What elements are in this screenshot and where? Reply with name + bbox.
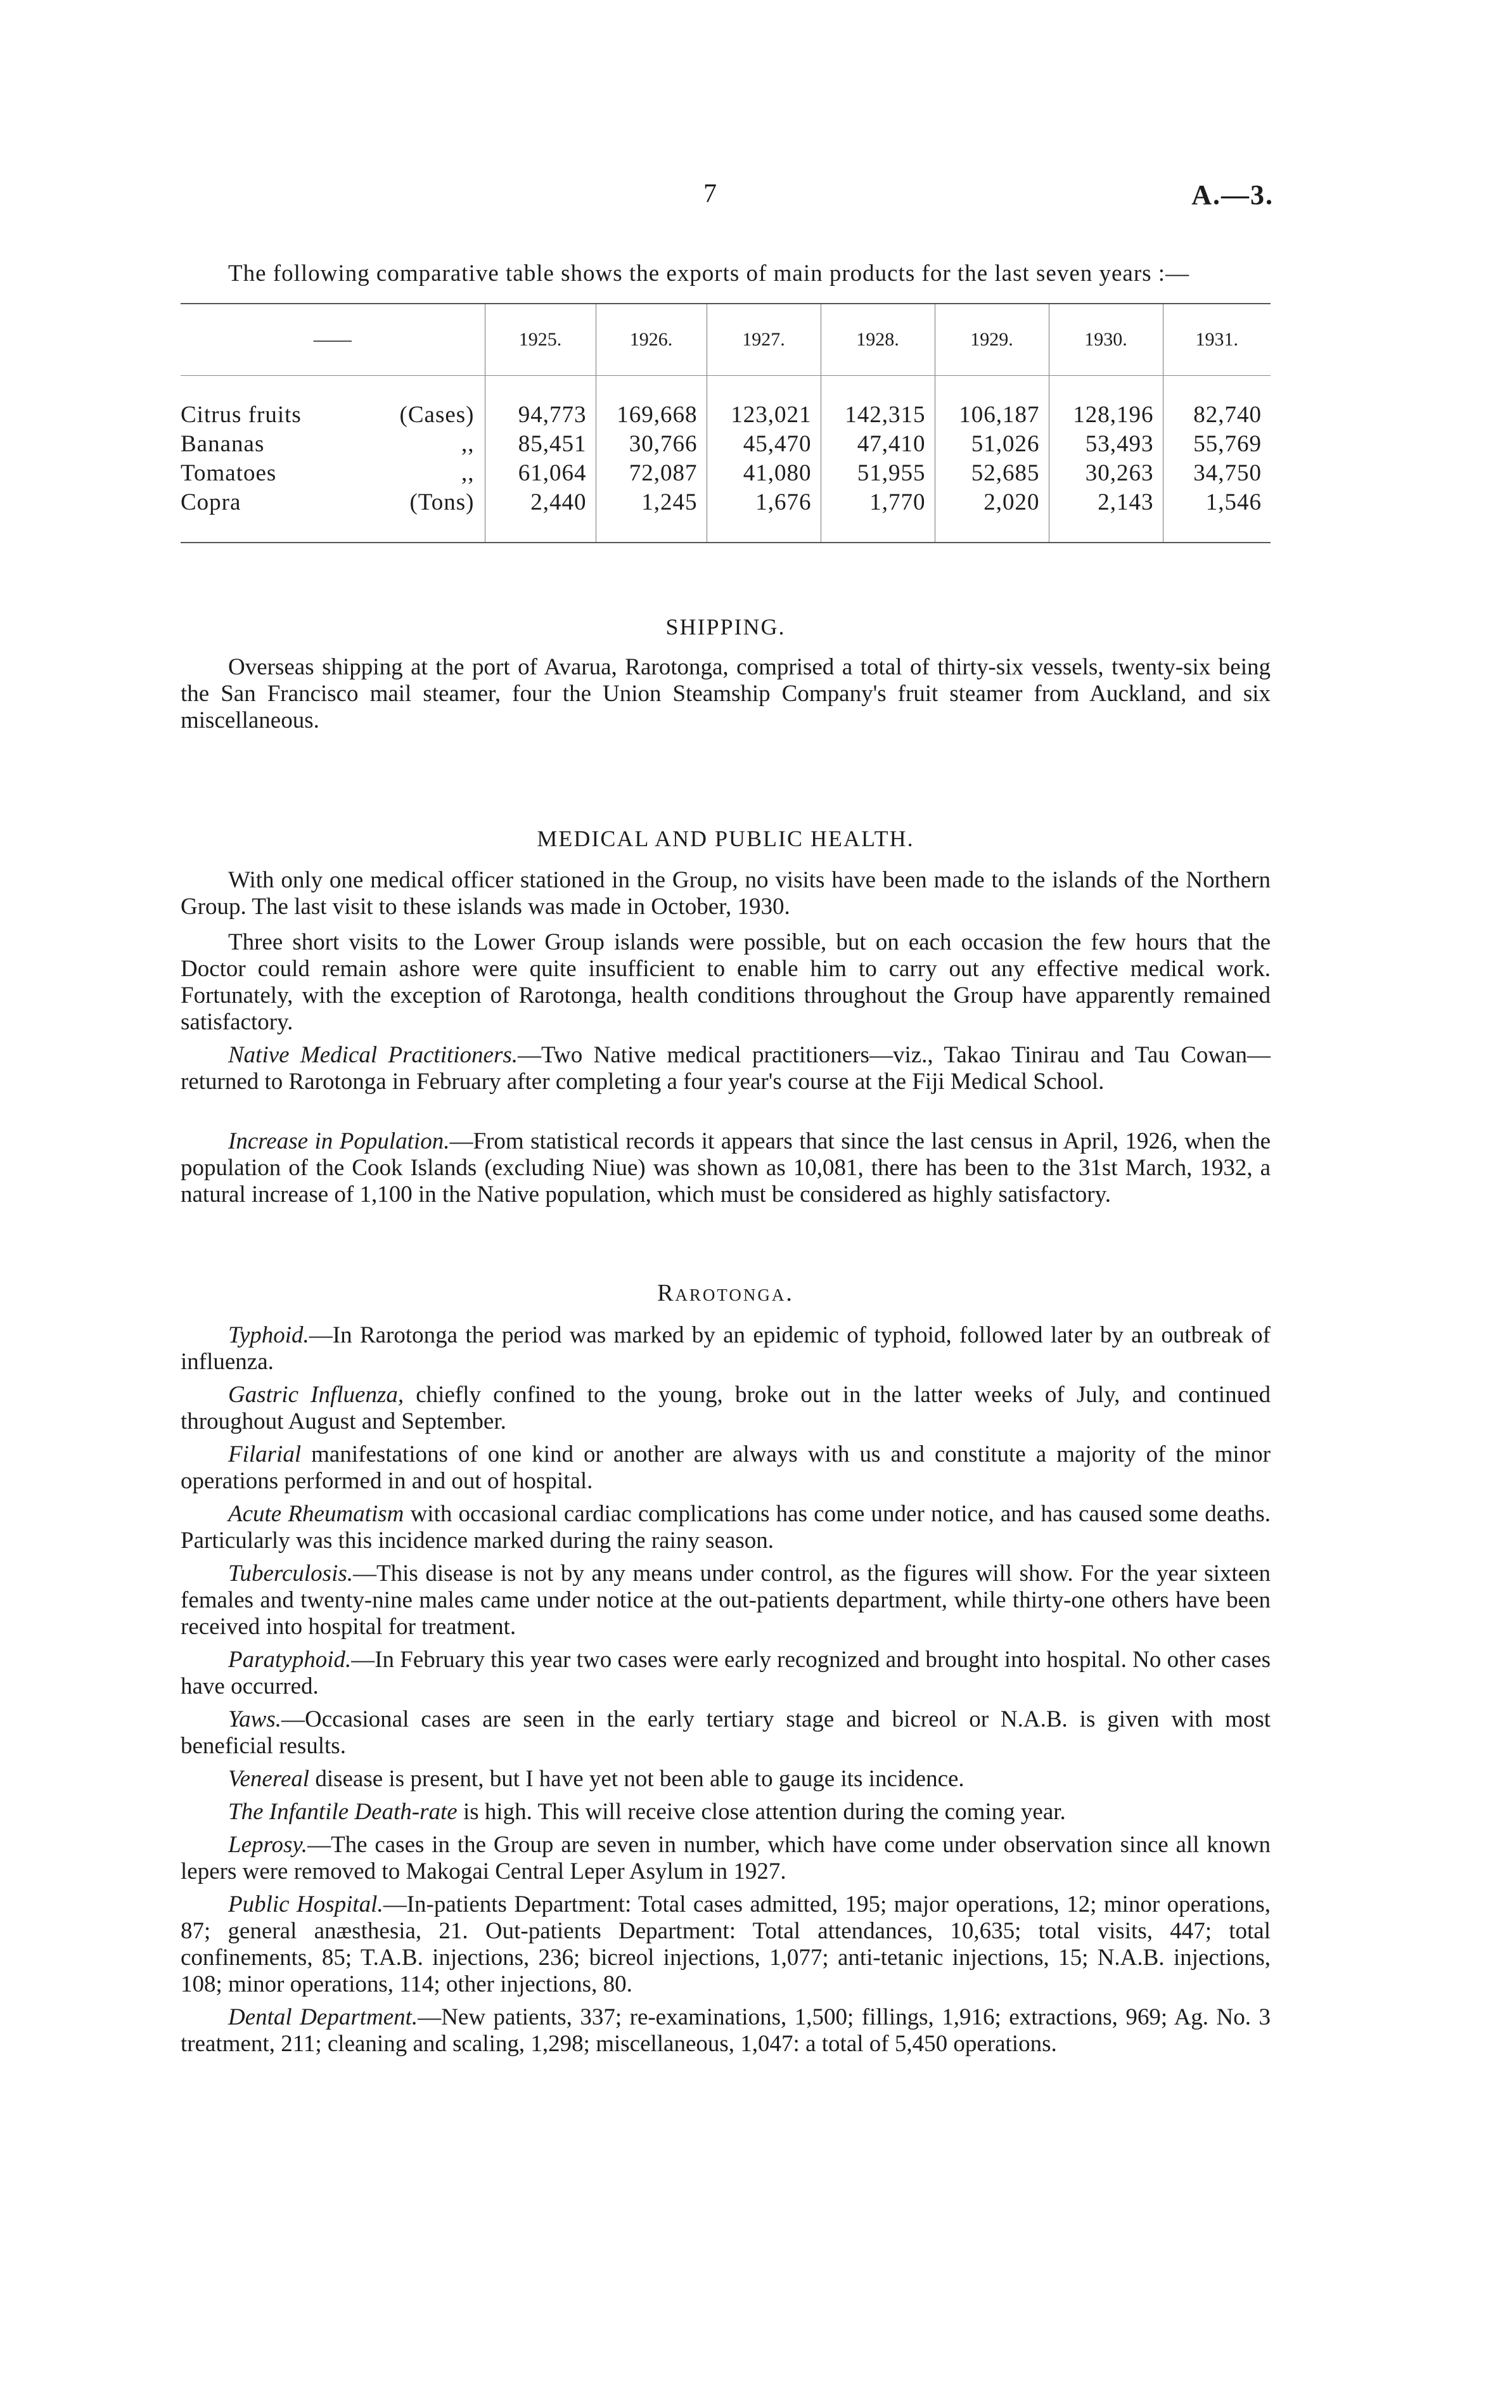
product-unit: (Tons) (409, 489, 475, 515)
native-practitioners-paragraph (181, 1042, 1271, 1095)
table-cell: 47,410 (821, 429, 935, 458)
table-cell: 51,026 (935, 429, 1049, 458)
table-cell: 51,955 (821, 458, 935, 487)
table-cell: 169,668 (596, 400, 707, 429)
table-cell: 45,470 (707, 429, 821, 458)
paragraph-lead: The Infantile Death-rate (228, 1799, 458, 1825)
paragraph-lead: Yaws. (228, 1706, 282, 1732)
paragraph-body: —The cases in the Group are seven in number, which have come under observation since all known lepers were removed to Makogai Central Leper Asylum in 1927. (181, 1832, 1271, 1884)
population-paragraph (181, 1128, 1271, 1208)
paragraph-body: —From statistical records it appears that since the last census in April, 1926, when the population of the Cook Islands (excluding Niue) was shown as 10,081, there has been to the 31st March, 1932, a natural increase of 1,100 in the Native population, which must be considered as highly satisfactory. (181, 1128, 1271, 1207)
paratyphoid-paragraph (181, 1647, 1271, 1700)
product-unit: (Cases) (399, 401, 475, 428)
medical-paragraph-1: With only one medical officer stationed in the Group, no visits have been made to the islands of the Northern Group. The last visit to these islands was made in October, 1930. (181, 867, 1271, 920)
header-year: 1927. (707, 304, 821, 376)
table-cell: 82,740 (1163, 400, 1271, 429)
paragraph-body: disease is present, but I have yet not been able to gauge its incidence. (309, 1766, 964, 1792)
paragraph-lead: Public Hospital. (228, 1891, 383, 1917)
header-year: 1929. (935, 304, 1049, 376)
filarial-paragraph (181, 1441, 1271, 1495)
rarotonga-heading: Rarotonga. (657, 1280, 794, 1306)
paragraph-lead: Tuberculosis. (228, 1561, 354, 1587)
paragraph-lead: Acute Rheumatism (228, 1501, 404, 1527)
table-intro: The following comparative table shows the exports of main products for the last seven years :— (228, 261, 1190, 287)
tuberculosis-paragraph (181, 1561, 1271, 1640)
table-cell: 1,245 (596, 487, 707, 517)
paragraph-body: —Two Native medical practitioners—viz., Takao Tinirau and Tau Cowan—returned to Rarotonga in February after completing a four year's course at the Fiji Medical School. (181, 1042, 1271, 1095)
page-number: 7 (703, 179, 717, 209)
paragraph-lead: Leprosy. (228, 1832, 308, 1858)
table-cell: 61,064 (485, 458, 596, 487)
paragraph-lead: Paratyphoid. (228, 1647, 352, 1673)
product-name: Copra (181, 489, 241, 515)
table-cell: 52,685 (935, 458, 1049, 487)
table-cell: 2,020 (935, 487, 1049, 517)
venereal-paragraph (181, 1766, 1271, 1793)
paragraph-body: —In-patients Department: Total cases admitted, 195; major operations, 12; minor operations, 87; general anæsthesia, 21. Out-patients Department: Total attendances, 10,635; total visits, 447; total confinements, 85; T.A.B. injections, 236; bicreol injections, 1,077; anti-tetanic injections, 15; N.A.B. injections, 108; minor operations, 114; other injections, 80. (181, 1891, 1271, 1997)
header-year: 1930. (1049, 304, 1163, 376)
paragraph-body: with occasional cardiac complications has come under notice, and has caused some deaths. Particularly was this incidence marked during the rainy season. (181, 1501, 1271, 1554)
table-cell: 142,315 (821, 400, 935, 429)
infantile-death-rate-paragraph (181, 1799, 1271, 1825)
paragraph-lead: Gastric Influenza, (228, 1382, 404, 1408)
paragraph-lead: Filarial (228, 1441, 302, 1467)
table-cell: 34,750 (1163, 458, 1271, 487)
exports-table (181, 303, 1271, 543)
table-cell: 53,493 (1049, 429, 1163, 458)
medical-heading: MEDICAL AND PUBLIC HEALTH. (537, 826, 914, 851)
product-name: Citrus fruits (181, 401, 302, 428)
document-reference: A.—3. (1191, 179, 1274, 210)
table-row (181, 487, 1271, 517)
table-cell: 123,021 (707, 400, 821, 429)
table-row (181, 400, 1271, 429)
yaws-paragraph (181, 1706, 1271, 1760)
product-name: Tomatoes (181, 460, 277, 486)
header-year: 1931. (1163, 304, 1271, 376)
shipping-heading: SHIPPING. (665, 614, 786, 640)
table-cell: 2,440 (485, 487, 596, 517)
table-cell: 30,263 (1049, 458, 1163, 487)
table-cell: 72,087 (596, 458, 707, 487)
table-cell: 106,187 (935, 400, 1049, 429)
rheumatism-paragraph (181, 1501, 1271, 1554)
public-hospital-paragraph (181, 1891, 1271, 1998)
header-year: 1928. (821, 304, 935, 376)
table-header-row (181, 304, 1271, 376)
paragraph-body: is high. This will receive close attention during the coming year. (457, 1799, 1066, 1825)
table-cell: 30,766 (596, 429, 707, 458)
shipping-paragraph: Overseas shipping at the port of Avarua, Rarotonga, comprised a total of thirty-six vessels, twenty-six being the San Francisco mail steamer, four the Union Steamship Company's fruit steamer from Auckland, and six miscellaneous. (181, 654, 1271, 733)
paragraph-lead: Dental Department. (228, 2004, 418, 2030)
paragraph-body: —In February this year two cases were early recognized and brought into hospital. No other cases have occurred. (181, 1647, 1271, 1699)
table-cell: 2,143 (1049, 487, 1163, 517)
paragraph-body: —In Rarotonga the period was marked by an epidemic of typhoid, followed later by an outbreak of influenza. (181, 1322, 1271, 1375)
table-cell: 85,451 (485, 429, 596, 458)
paragraph-body: —New patients, 337; re-examinations, 1,500; fillings, 1,916; extractions, 969; Ag. No. 3 treatment, 211; cleaning and scaling, 1,298; miscellaneous, 1,047: a total of 5,450 operations. (181, 2004, 1271, 2057)
product-name: Bananas (181, 430, 265, 457)
table-row (181, 429, 1271, 458)
gastric-influenza-paragraph (181, 1382, 1271, 1435)
paragraph-body: —This disease is not by any means under control, as the figures will show. For the year sixteen females and twenty-nine males came under notice at the out-patients department, while thirty-one others have been received into hospital for treatment. (181, 1561, 1271, 1640)
header-year: 1925. (485, 304, 596, 376)
table-cell: 94,773 (485, 400, 596, 429)
paragraph-body: —Occasional cases are seen in the early tertiary stage and bicreol or N.A.B. is given with most beneficial results. (181, 1706, 1271, 1759)
table-cell: 41,080 (707, 458, 821, 487)
paragraph-lead: Native Medical Practitioners. (228, 1042, 518, 1068)
table-cell: 1,546 (1163, 487, 1271, 517)
table-cell: 128,196 (1049, 400, 1163, 429)
header-year: 1926. (596, 304, 707, 376)
leprosy-paragraph (181, 1832, 1271, 1885)
medical-paragraph-2: Three short visits to the Lower Group islands were possible, but on each occasion the few hours that the Doctor could remain ashore were quite insufficient to enable him to carry out any effective medical work. Fortunately, with the exception of Rarotonga, health conditions throughout the Group have apparently remained satisfactory. (181, 929, 1271, 1035)
page-header (703, 179, 1274, 217)
product-unit: ,, (461, 430, 475, 457)
table-cell: 55,769 (1163, 429, 1271, 458)
paragraph-lead: Typhoid. (228, 1322, 309, 1348)
paragraph-lead: Venereal (228, 1766, 310, 1792)
typhoid-paragraph (181, 1322, 1271, 1375)
header-dash: —— (181, 304, 485, 376)
paragraph-body: manifestations of one kind or another are always with us and constitute a majority of the minor operations performed in and out of hospital. (181, 1441, 1271, 1494)
table-cell: 1,676 (707, 487, 821, 517)
paragraph-lead: Increase in Population. (228, 1128, 450, 1154)
table-cell: 1,770 (821, 487, 935, 517)
paragraph-body: chiefly confined to the young, broke out in the latter weeks of July, and continued throughout August and September. (181, 1382, 1271, 1434)
table-row (181, 458, 1271, 487)
dental-department-paragraph (181, 2004, 1271, 2057)
product-unit: ,, (461, 460, 475, 486)
